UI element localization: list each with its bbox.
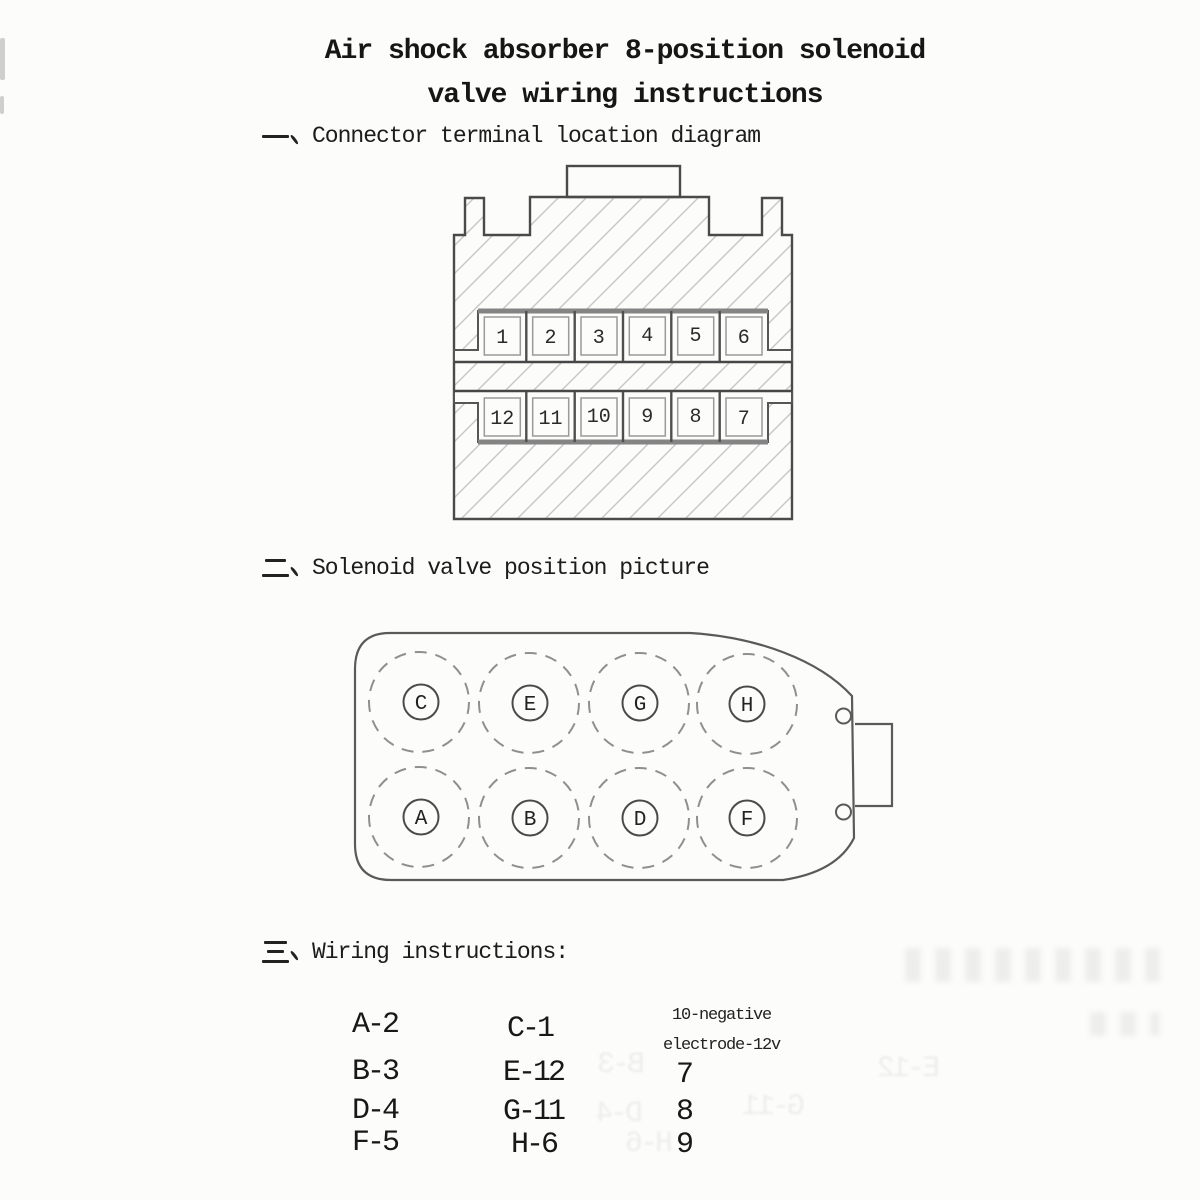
terminal-number: 12 (490, 408, 515, 431)
bleed-through-text: D-4 (598, 1097, 644, 1131)
solenoid-valve-position-picture (340, 612, 910, 902)
section-3-label: Wiring instructions: (312, 939, 569, 965)
terminal-number: 5 (689, 325, 702, 348)
terminal-number: 7 (737, 408, 750, 431)
wiring-pair: F-5 (352, 1126, 398, 1160)
valve-side-tab-fill (855, 724, 892, 806)
terminal-number: 8 (689, 406, 702, 429)
terminal-number: 10 (586, 406, 611, 429)
negative-electrode-note-line1: 10-negative (672, 1006, 772, 1025)
scan-edge-artifact (0, 38, 5, 80)
screw-hole (836, 709, 851, 724)
bleed-through-text: E-12 (880, 1052, 941, 1086)
terminal-number: 4 (641, 325, 654, 348)
connector-terminal-diagram (430, 150, 810, 535)
section-1-label: Connector terminal location diagram (312, 123, 761, 149)
negative-electrode-note-line2: electrode-12v (663, 1036, 781, 1055)
enumeration-comma-glyph (289, 939, 303, 965)
wiring-terminal-number: 8 (676, 1095, 693, 1129)
solenoid-label: E (523, 694, 537, 717)
cjk-numeral-one-glyph (262, 123, 289, 149)
section-2-label: Solenoid valve position picture (312, 555, 709, 581)
screw-hole (836, 805, 851, 820)
cjk-numeral-three-glyph (262, 939, 289, 965)
solenoid-label: D (633, 809, 647, 832)
bleed-through-text: H-6 (628, 1127, 674, 1161)
enumeration-comma-glyph (289, 555, 303, 581)
page-title-line2: valve wiring instructions (427, 80, 823, 111)
valve-body-outline (355, 633, 854, 880)
solenoid-label: C (414, 693, 428, 716)
wiring-pair: D-4 (352, 1094, 398, 1128)
bleed-through-smudge (905, 948, 1160, 982)
bleed-through-text: G-11 (745, 1090, 806, 1124)
section-1-heading (262, 120, 760, 152)
wiring-pair: H-6 (511, 1128, 557, 1162)
wiring-terminal-number: 9 (676, 1128, 693, 1162)
solenoid-label: F (740, 809, 754, 832)
wiring-pair: C-1 (507, 1012, 553, 1046)
cjk-numeral-two-glyph (262, 555, 289, 581)
terminal-number: 11 (538, 408, 563, 431)
terminal-number: 6 (737, 327, 750, 350)
page-title (25, 30, 1200, 118)
connector-top-tab (567, 166, 680, 197)
section-3-heading (262, 936, 568, 968)
scan-edge-artifact (0, 96, 4, 114)
wiring-pair: A-2 (352, 1008, 398, 1042)
terminal-number: 1 (496, 327, 509, 350)
wiring-terminal-number: 7 (676, 1058, 693, 1092)
page-title-line1: Air shock absorber 8-position solenoid (324, 36, 926, 67)
wiring-pair: G-11 (503, 1095, 564, 1129)
terminal-number: 9 (641, 406, 654, 429)
enumeration-comma-glyph (289, 123, 303, 149)
solenoid-label: A (414, 808, 428, 831)
terminal-number: 3 (592, 327, 605, 350)
wiring-pair: E-12 (503, 1056, 564, 1090)
bleed-through-text: B-3 (600, 1048, 646, 1082)
section-2-heading (262, 552, 709, 584)
solenoid-label: B (523, 809, 537, 832)
bleed-through-smudge (1090, 1012, 1160, 1036)
wiring-pair: B-3 (352, 1055, 398, 1089)
solenoid-label: G (633, 694, 647, 717)
solenoid-label: H (740, 695, 754, 718)
terminal-number: 2 (544, 327, 557, 350)
